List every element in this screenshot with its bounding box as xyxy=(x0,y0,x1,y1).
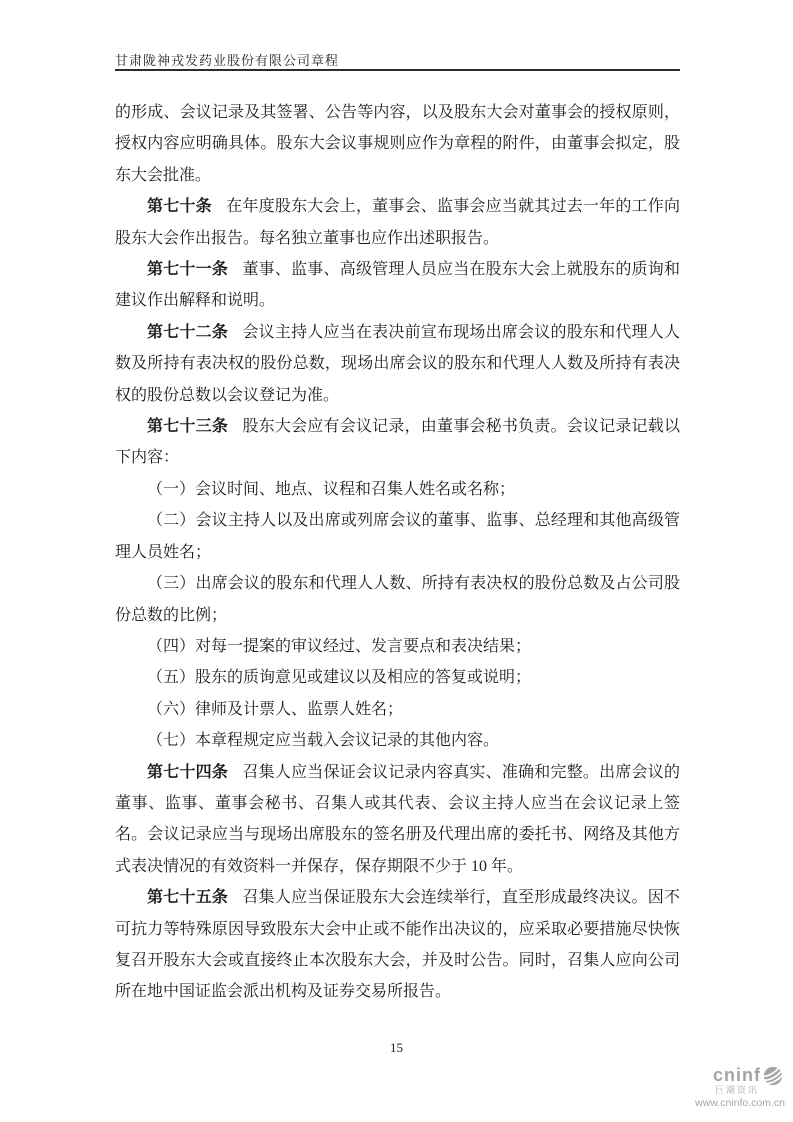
article-paragraph: 第七十一条 董事、监事、高级管理人员应当在股东大会上就股东的质询和建议作出解释和说明。 xyxy=(115,261,680,310)
body-paragraph: 的形成、会议记录及其签署、公告等内容，以及股东大会对董事会的授权原则，授权内容应明确具体。股东大会议事规则应作为章程的附件，由董事会拟定，股东大会批准。 xyxy=(115,104,680,184)
body-paragraph: （四）对每一提案的审议经过、发言要点和表决结果； xyxy=(147,637,532,655)
cninfo-logo-text: cninf xyxy=(713,1065,761,1086)
document-body xyxy=(115,97,680,1008)
page-header-title: 甘肃陇神戎发药业股份有限公司章程 xyxy=(115,53,340,68)
cninfo-chinese-name: 巨潮资讯 xyxy=(714,1085,759,1095)
article-number: 第七十五条 xyxy=(147,889,229,907)
body-paragraph: （七）本章程规定应当载入会议记录的其他内容。 xyxy=(147,732,500,750)
body-paragraph: （一）会议时间、地点、议程和召集人姓名或名称； xyxy=(147,480,516,498)
body-paragraph: （六）律师及计票人、监票人姓名； xyxy=(147,700,404,718)
article-number: 第七十三条 xyxy=(147,418,229,436)
article-paragraph: 第七十二条 会议主持人应当在表决前宣布现场出席会议的股东和代理人人数及所持有表决权的股份总数，现场出席会议的股东和代理人人数及所持有表决权的股份总数以会议登记为准。 xyxy=(115,323,680,404)
cninfo-watermark xyxy=(677,1066,787,1109)
cninfo-url: www.cninfo.com.cn xyxy=(695,1096,785,1109)
article-number: 第七十四条 xyxy=(147,763,229,781)
article-number: 第七十一条 xyxy=(147,261,229,279)
article-paragraph: 第七十四条 召集人应当保证会议记录内容真实、准确和完整。出席会议的董事、监事、董事会秘书、召集人或其代表、会议主持人应当在会议记录上签名。会议记录应当与现场出席股东的签名册及代理出席的委托书、网络及其他方式表决情况的有效资料一并保存，保存期限不少于 10 年。 xyxy=(115,763,680,875)
body-paragraph: （二）会议主持人以及出席或列席会议的董事、监事、总经理和其他高级管理人员姓名； xyxy=(115,512,680,561)
cninfo-logo-row xyxy=(677,1066,787,1086)
article-paragraph: 第七十三条 股东大会应有会议记录，由董事会秘书负责。会议记录记载以下内容： xyxy=(115,418,680,467)
cninfo-swirl-icon xyxy=(763,1066,783,1086)
article-paragraph: 第七十条 在年度股东大会上，董事会、监事会应当就其过去一年的工作向股东大会作出报告。每名独立董事也应作出述职报告。 xyxy=(115,198,680,247)
page-number: 15 xyxy=(390,1040,403,1055)
article-number: 第七十条 xyxy=(147,198,212,216)
body-paragraph: （五）股东的质询意见或建议以及相应的答复或说明； xyxy=(147,669,532,687)
article-paragraph: 第七十五条 召集人应当保证股东大会连续举行，直至形成最终决议。因不可抗力等特殊原因导致股东大会中止或不能作出决议的，应采取必要措施尽快恢复召开股东大会或直接终止本次股东大会，并及时公告。同时，召集人应向公司所在地中国证监会派出机构及证券交易所报告。 xyxy=(115,889,680,1001)
body-paragraph: （三）出席会议的股东和代理人人数、所持有表决权的股份总数及占公司股份总数的比例； xyxy=(115,575,680,624)
article-number: 第七十二条 xyxy=(147,323,229,341)
header-divider xyxy=(115,69,680,71)
